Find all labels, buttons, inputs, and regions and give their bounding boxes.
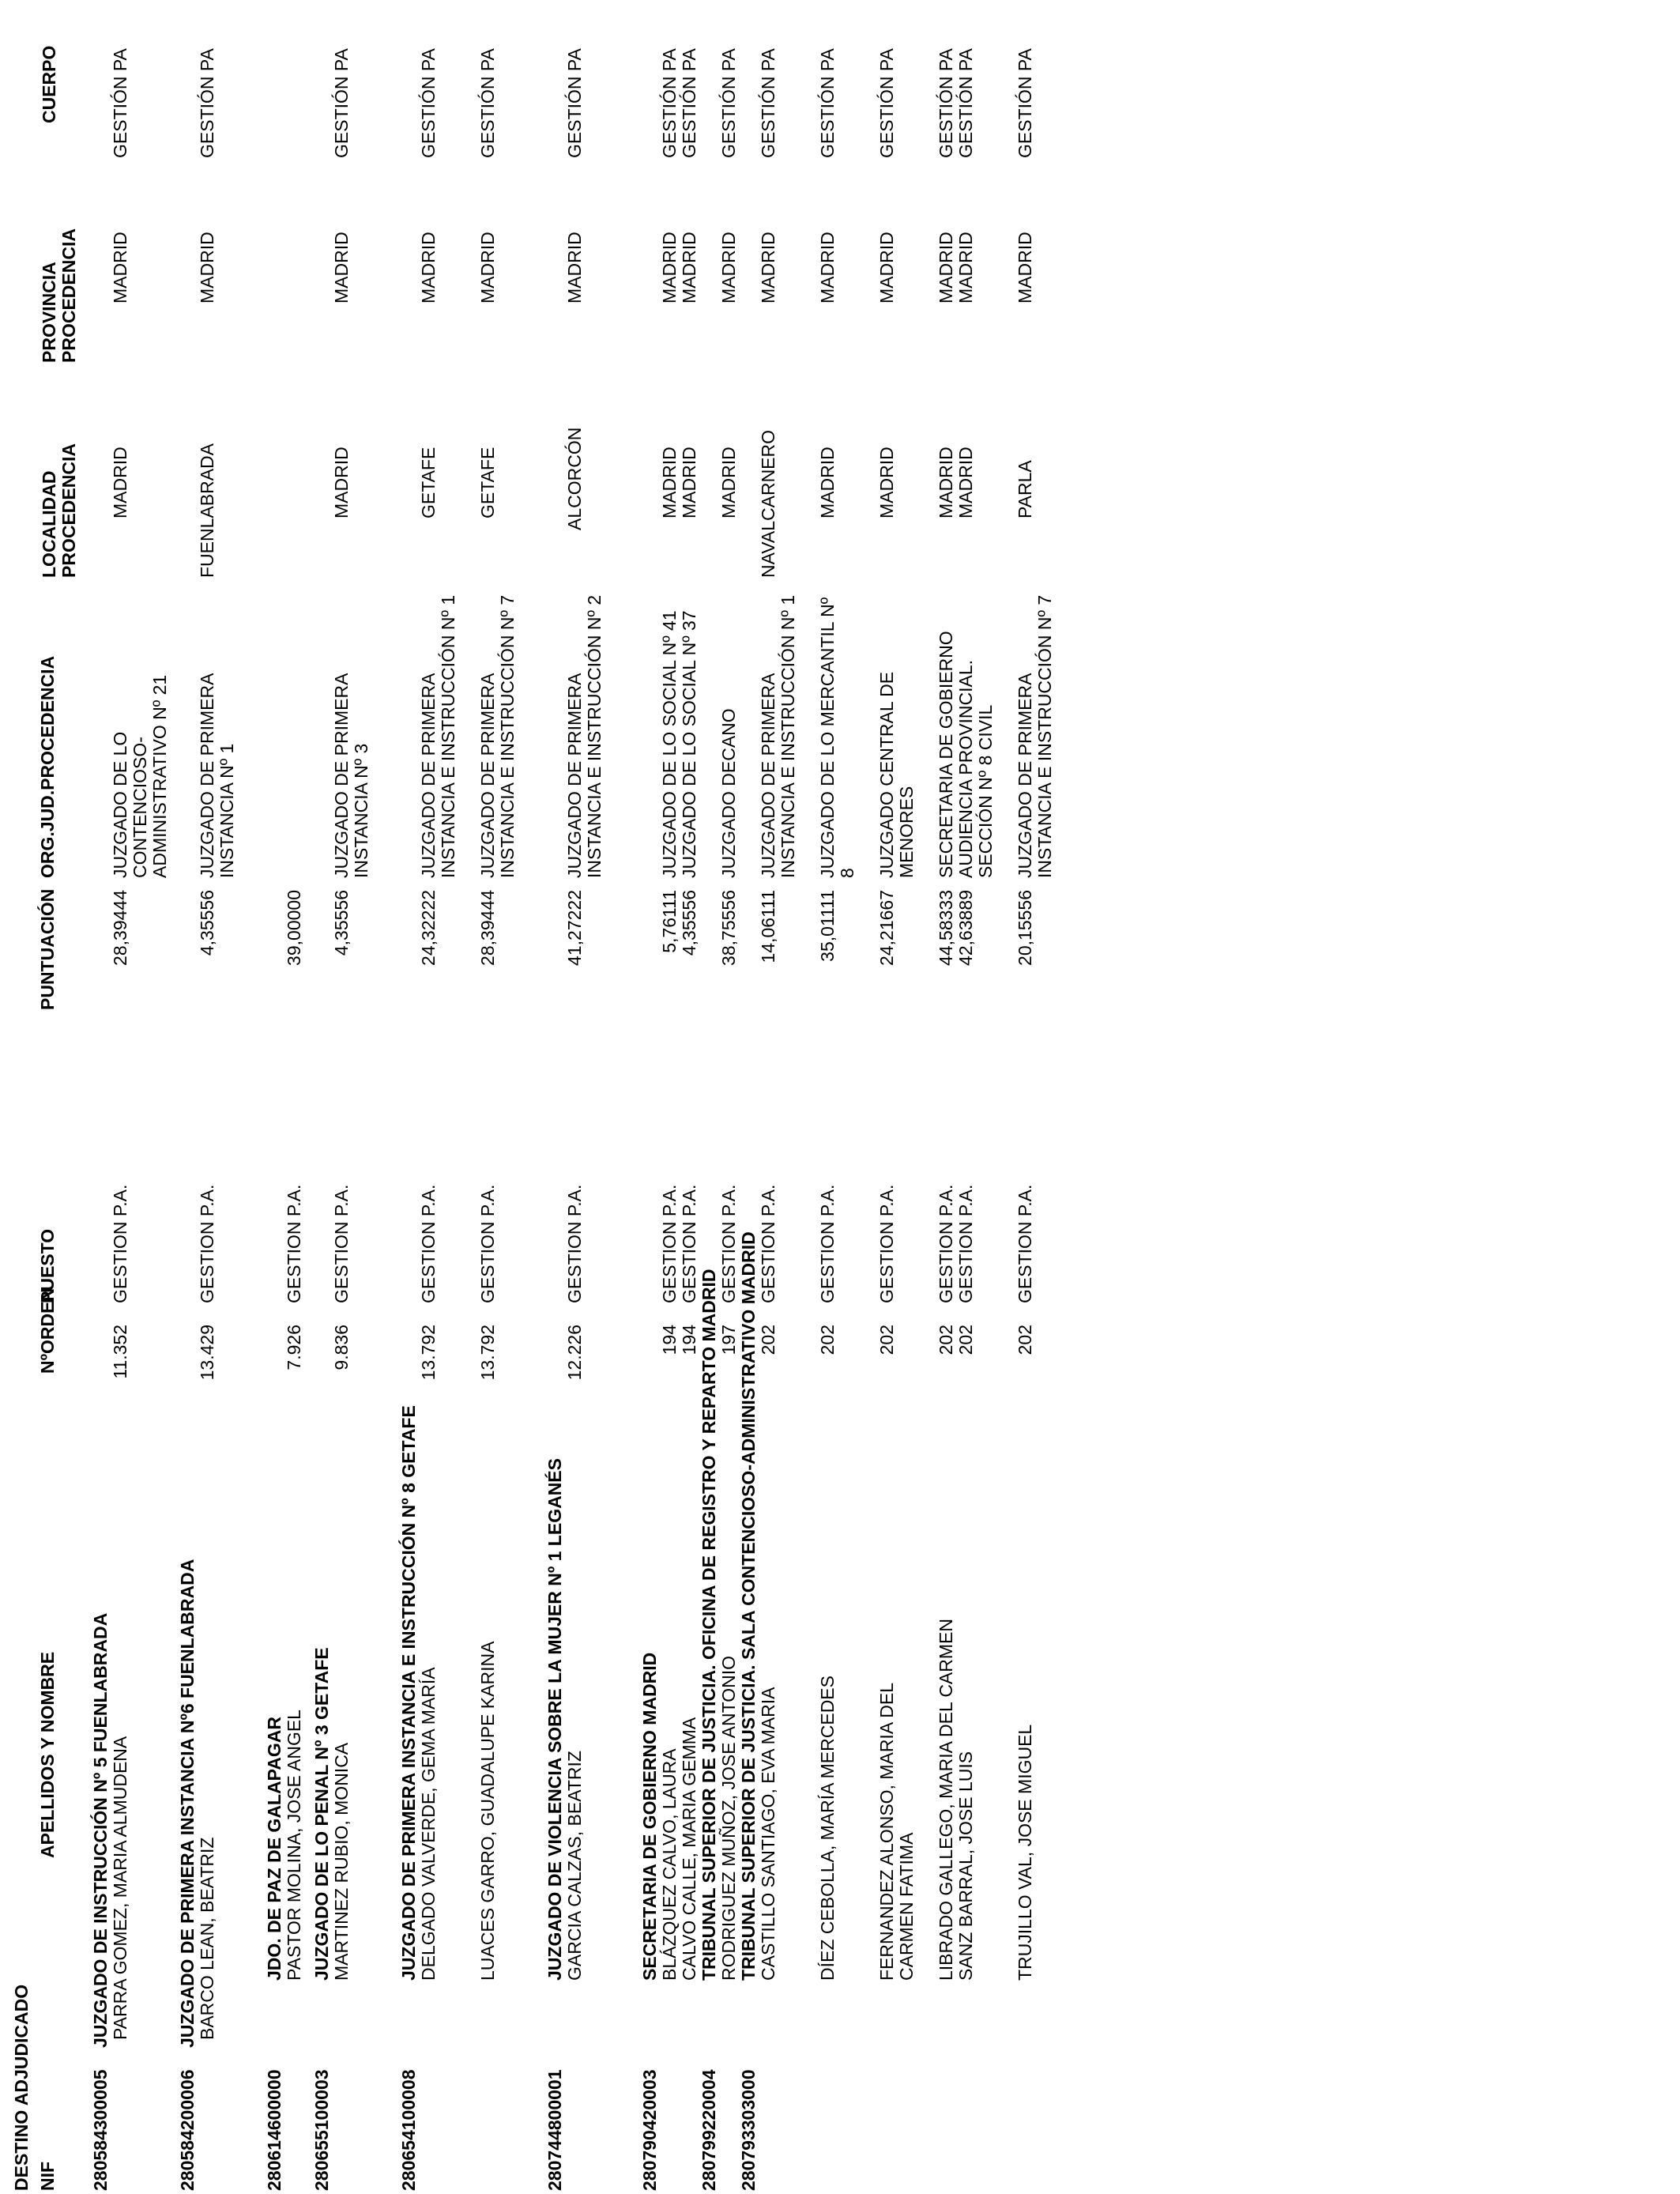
row-puntuacion: 44,58333 bbox=[936, 890, 956, 966]
row-puesto: GESTION P.A. bbox=[817, 1184, 838, 1303]
group-code: 280744800001 bbox=[544, 2069, 565, 2191]
row-provincia: MADRID bbox=[110, 232, 130, 303]
row-org: JUZGADO DE LO SOCIAL Nº 37 bbox=[679, 610, 699, 878]
row-puesto: GESTION P.A. bbox=[679, 1184, 699, 1303]
row-cuerpo: GESTIÓN PA bbox=[876, 48, 897, 158]
row-org: JUZGADO DE PRIMERA bbox=[1015, 673, 1035, 878]
row-cuerpo: GESTIÓN PA bbox=[477, 48, 498, 158]
row-orden: 13.429 bbox=[197, 1325, 217, 1381]
row-provincia: MADRID bbox=[936, 232, 956, 303]
row-org: JUZGADO DE LO bbox=[110, 731, 130, 878]
row-org: INSTANCIA E INSTRUCCIÓN Nº 7 bbox=[1034, 594, 1055, 878]
row-cuerpo: GESTIÓN PA bbox=[1015, 48, 1035, 158]
row-org: INSTANCIA Nº 3 bbox=[351, 743, 371, 878]
row-provincia: MADRID bbox=[876, 232, 897, 303]
row-nombre: MARTINEZ RUBIO, MONICA bbox=[331, 1742, 352, 1981]
row-nombre: DELGADO VALVERDE, GEMA MARÍA bbox=[418, 1667, 439, 1981]
row-puesto: GESTION P.A. bbox=[564, 1184, 585, 1303]
row-puntuacion: 5,76111 bbox=[659, 890, 680, 953]
row-org: JUZGADO DE PRIMERA bbox=[758, 673, 778, 878]
row-orden: 202 bbox=[876, 1325, 897, 1355]
row-cuerpo: GESTIÓN PA bbox=[955, 48, 976, 158]
row-localidad: MADRID bbox=[955, 447, 976, 518]
row-org: JUZGADO DE PRIMERA bbox=[331, 673, 352, 878]
row-nombre: PARRA GOMEZ, MARIA ALMUDENA bbox=[110, 1736, 130, 2040]
row-org: CONTENCIOSO- bbox=[130, 737, 150, 878]
group-code: 280654100008 bbox=[398, 2069, 419, 2191]
row-nombre: RODRIGUEZ MUÑOZ, JOSE ANTONIO bbox=[718, 1655, 739, 1981]
row-puesto: GESTION P.A. bbox=[110, 1184, 130, 1303]
row-cuerpo: GESTIÓN PA bbox=[758, 48, 778, 158]
row-puntuacion: 20,15556 bbox=[1015, 890, 1035, 966]
row-org: INSTANCIA E INSTRUCCIÓN Nº 1 bbox=[438, 594, 458, 878]
row-puntuacion: 39,00000 bbox=[284, 890, 304, 966]
row-orden: 11.352 bbox=[110, 1325, 130, 1379]
row-puntuacion: 4,35556 bbox=[331, 890, 352, 956]
row-orden: 202 bbox=[955, 1325, 976, 1355]
row-puesto: GESTION P.A. bbox=[284, 1184, 304, 1303]
group-code: 280793303000 bbox=[738, 2069, 759, 2191]
group-title: JUZGADO DE LO PENAL Nº 3 GETAFE bbox=[311, 1647, 332, 1981]
row-cuerpo: GESTIÓN PA bbox=[418, 48, 439, 158]
row-orden: 202 bbox=[936, 1325, 956, 1355]
row-puesto: GESTION P.A. bbox=[1015, 1184, 1035, 1303]
header-puntuacion: PUNTUACIÓN bbox=[37, 888, 58, 1010]
row-org: JUZGADO DE LO MERCANTIL Nº bbox=[817, 597, 838, 878]
row-localidad: MADRID bbox=[876, 447, 897, 518]
group-code: 280614600000 bbox=[264, 2069, 284, 2191]
row-org: JUZGADO DECANO bbox=[718, 708, 739, 878]
row-nombre: BARCO LEAN, BEATRIZ bbox=[197, 1837, 217, 2040]
row-org: JUZGADO DE PRIMERA bbox=[564, 673, 585, 878]
row-org: INSTANCIA E INSTRUCCIÓN Nº 7 bbox=[497, 594, 518, 878]
row-localidad: FUENLABRADA bbox=[197, 443, 217, 578]
row-cuerpo: GESTIÓN PA bbox=[659, 48, 680, 158]
row-orden: 7.926 bbox=[284, 1325, 304, 1370]
row-org: JUZGADO DE PRIMERA bbox=[197, 673, 217, 878]
row-orden: 12.226 bbox=[564, 1325, 585, 1381]
row-org: INSTANCIA E INSTRUCCIÓN Nº 1 bbox=[778, 594, 798, 878]
group-title: JUZGADO DE PRIMERA INSTANCIA E INSTRUCCIÓN Nº 8 GETAFE bbox=[398, 1405, 419, 1981]
row-orden: 194 bbox=[679, 1325, 699, 1355]
row-provincia: MADRID bbox=[564, 232, 585, 303]
row-org: MENORES bbox=[896, 786, 917, 878]
group-title: JUZGADO DE PRIMERA INSTANCIA Nº6 FUENLABRADA bbox=[177, 1559, 198, 2048]
header-provincia-1: PROVINCIA bbox=[39, 262, 59, 363]
row-puesto: GESTION P.A. bbox=[197, 1184, 217, 1303]
header-nombre: APELLIDOS Y NOMBRE bbox=[37, 1651, 58, 1858]
row-localidad: MADRID bbox=[817, 447, 838, 518]
row-localidad: PARLA bbox=[1015, 460, 1035, 518]
row-orden: 13.792 bbox=[477, 1325, 498, 1381]
row-localidad: MADRID bbox=[936, 447, 956, 518]
row-cuerpo: GESTIÓN PA bbox=[331, 48, 352, 158]
row-org: SECCIÓN Nº 8 CIVIL bbox=[975, 704, 996, 878]
header-cuerpo: CUERPO bbox=[39, 45, 59, 123]
row-org: SECRETARIA DE GOBIERNO bbox=[936, 631, 956, 878]
row-org: JUZGADO DE PRIMERA bbox=[477, 673, 498, 878]
row-orden: 202 bbox=[817, 1325, 838, 1355]
group-title: JUZGADO DE INSTRUCCIÓN Nº 5 FUENLABRADA bbox=[90, 1612, 111, 2048]
row-puntuacion: 42,63889 bbox=[955, 890, 976, 966]
row-puesto: GESTION P.A. bbox=[758, 1184, 778, 1303]
row-provincia: MADRID bbox=[1015, 232, 1035, 303]
header-localidad-1: LOCALIDAD bbox=[39, 470, 59, 578]
row-puesto: GESTION P.A. bbox=[331, 1184, 352, 1303]
row-localidad: MADRID bbox=[679, 447, 699, 518]
row-puesto: GESTION P.A. bbox=[418, 1184, 439, 1303]
row-provincia: MADRID bbox=[718, 232, 739, 303]
row-orden: 9.836 bbox=[331, 1325, 352, 1370]
group-title: JDO. DE PAZ DE GALAPAGAR bbox=[264, 1717, 284, 1981]
header-org: ORG.JUD.PROCEDENCIA bbox=[37, 655, 58, 878]
row-localidad: NAVALCARNERO bbox=[758, 429, 778, 578]
row-cuerpo: GESTIÓN PA bbox=[110, 48, 130, 158]
header-orden: NºORDEN bbox=[37, 1287, 58, 1374]
row-cuerpo: GESTIÓN PA bbox=[817, 48, 838, 158]
row-puntuacion: 4,35556 bbox=[679, 890, 699, 956]
row-nombre: TRUJILLO VAL, JOSE MIGUEL bbox=[1015, 1724, 1035, 1981]
row-puntuacion: 4,35556 bbox=[197, 890, 217, 956]
row-cuerpo: GESTIÓN PA bbox=[564, 48, 585, 158]
group-code: 280584300005 bbox=[90, 2069, 111, 2191]
row-nombre: DÍEZ CEBOLLA, MARÍA MERCEDES bbox=[817, 1676, 838, 1981]
row-org: JUZGADO CENTRAL DE bbox=[876, 671, 897, 878]
row-org: INSTANCIA Nº 1 bbox=[217, 743, 237, 878]
group-code: 280799220004 bbox=[699, 2069, 719, 2191]
row-cuerpo: GESTIÓN PA bbox=[718, 48, 739, 158]
row-localidad: ALCORCÓN bbox=[564, 427, 585, 530]
header-localidad-2: PROCEDENCIA bbox=[58, 443, 79, 578]
row-nombre: GARCIA CALZAS, BEATRIZ bbox=[564, 1751, 585, 1981]
group-code: 280655100003 bbox=[311, 2069, 332, 2191]
row-puntuacion: 41,27222 bbox=[564, 890, 585, 966]
row-provincia: MADRID bbox=[679, 232, 699, 303]
row-puntuacion: 35,01111 bbox=[817, 890, 838, 962]
row-puesto: GESTION P.A. bbox=[876, 1184, 897, 1303]
row-provincia: MADRID bbox=[659, 232, 680, 303]
group-title: TRIBUNAL SUPERIOR DE JUSTICIA. OFICINA DE REGISTRO Y REPARTO MADRID bbox=[699, 1269, 719, 1981]
row-org: 8 bbox=[837, 868, 857, 878]
row-provincia: MADRID bbox=[331, 232, 352, 303]
row-localidad: GETAFE bbox=[418, 447, 439, 518]
row-orden: 202 bbox=[1015, 1325, 1035, 1355]
row-orden: 197 bbox=[718, 1325, 739, 1355]
row-nombre: FERNANDEZ ALONSO, MARIA DEL bbox=[876, 1682, 897, 1981]
row-puesto: GESTION P.A. bbox=[718, 1184, 739, 1303]
row-nombre: CASTILLO SANTIAGO, EVA MARIA bbox=[758, 1687, 778, 1981]
row-provincia: MADRID bbox=[197, 232, 217, 303]
row-puntuacion: 28,39444 bbox=[477, 890, 498, 966]
header-provincia-2: PROCEDENCIA bbox=[58, 228, 79, 363]
row-nombre: BLÁZQUEZ CALVO, LAURA bbox=[659, 1748, 680, 1981]
row-orden: 194 bbox=[659, 1325, 680, 1355]
row-puesto: GESTION P.A. bbox=[936, 1184, 956, 1303]
row-org: AUDIENCIA PROVINCIAL. bbox=[955, 659, 976, 878]
row-nombre: SANZ BARRAL, JOSE LUIS bbox=[955, 1751, 976, 1981]
row-org: JUZGADO DE LO SOCIAL Nº 41 bbox=[659, 610, 680, 878]
row-orden: 13.792 bbox=[418, 1325, 439, 1381]
section-title: DESTINO ADJUDICADO bbox=[11, 1984, 32, 2191]
header-puesto: PUESTO bbox=[37, 1228, 58, 1303]
group-title: SECRETARIA DE GOBIERNO MADRID bbox=[639, 1652, 660, 1981]
row-provincia: MADRID bbox=[817, 232, 838, 303]
row-localidad: MADRID bbox=[110, 447, 130, 518]
row-cuerpo: GESTIÓN PA bbox=[679, 48, 699, 158]
row-org: INSTANCIA E INSTRUCCIÓN Nº 2 bbox=[584, 594, 605, 878]
row-localidad: MADRID bbox=[331, 447, 352, 518]
group-title: TRIBUNAL SUPERIOR DE JUSTICIA. SALA CONTENCIOSO-ADMINISTRATIVO MADRID bbox=[738, 1231, 759, 1981]
row-provincia: MADRID bbox=[955, 232, 976, 303]
row-cuerpo: GESTIÓN PA bbox=[936, 48, 956, 158]
group-code: 280790420003 bbox=[639, 2069, 660, 2191]
row-org: JUZGADO DE PRIMERA bbox=[418, 673, 439, 878]
row-localidad: GETAFE bbox=[477, 447, 498, 518]
row-puntuacion: 24,32222 bbox=[418, 890, 439, 966]
row-nombre: LUACES GARRO, GUADALUPE KARINA bbox=[477, 1641, 498, 1981]
header-nif: NIF bbox=[37, 2161, 58, 2191]
row-provincia: MADRID bbox=[477, 232, 498, 303]
row-nombre: LIBRADO GALLEGO, MARIA DEL CARMEN bbox=[936, 1619, 956, 1981]
row-provincia: MADRID bbox=[418, 232, 439, 303]
row-cuerpo: GESTIÓN PA bbox=[197, 48, 217, 158]
row-puesto: GESTION P.A. bbox=[659, 1184, 680, 1303]
row-puntuacion: 24,21667 bbox=[876, 890, 897, 966]
row-puntuacion: 38,75556 bbox=[718, 890, 739, 966]
row-org: ADMINISTRATIVO Nº 21 bbox=[149, 674, 170, 878]
row-localidad: MADRID bbox=[718, 447, 739, 518]
row-puesto: GESTION P.A. bbox=[955, 1184, 976, 1303]
row-provincia: MADRID bbox=[758, 232, 778, 303]
row-nombre: CALVO CALLE, MARIA GEMMA bbox=[679, 1717, 699, 1981]
group-title: JUZGADO DE VIOLENCIA SOBRE LA MUJER Nº 1 LEGANÉS bbox=[544, 1458, 565, 1981]
group-code: 280584200006 bbox=[177, 2069, 198, 2191]
row-puntuacion: 28,39444 bbox=[110, 890, 130, 966]
row-puntuacion: 14,06111 bbox=[758, 890, 778, 963]
row-orden: 202 bbox=[758, 1325, 778, 1355]
row-nombre: PASTOR MOLINA, JOSE ANGEL bbox=[284, 1710, 304, 1981]
row-nombre: CARMEN FATIMA bbox=[896, 1832, 917, 1981]
row-localidad: MADRID bbox=[659, 447, 680, 518]
row-puesto: GESTION P.A. bbox=[477, 1184, 498, 1303]
